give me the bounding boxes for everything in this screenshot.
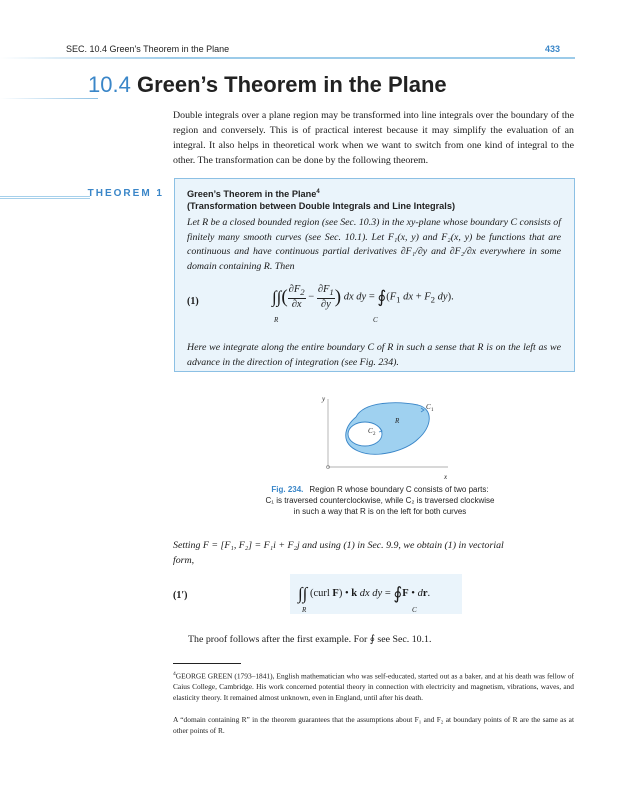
equation-1-contour-subscript: C	[373, 316, 378, 324]
running-header	[66, 44, 560, 54]
page-number: 433	[544, 44, 560, 54]
footnote-marker: 4	[316, 189, 320, 195]
section-title	[88, 72, 447, 98]
header-rule	[0, 57, 575, 59]
figure-caption-line-1: Region R whose boundary C consists of two parts:	[309, 485, 489, 494]
figure-caption-label: Fig. 234.	[271, 485, 304, 494]
figure-234	[320, 395, 450, 481]
equation-1: ∫∫( $\frac{\partial F_2}{\partial x}$ − $\frac{\partial F_1}{\partial y}$ ) dx dy = $∮(F_1$ dx + $F_2$ dy).	[272, 284, 454, 311]
equation-1-region-subscript: R	[274, 316, 279, 324]
fig-label-C1: C	[426, 403, 431, 411]
vector-form-text-b: form,	[173, 555, 195, 566]
theorem-orientation-note: Here we integrate along the entire boundary C of R in such a sense that R is on the left as we advance in the direction of integration (see Fig. 234).	[187, 342, 561, 368]
figure-caption-line-3: in such a way that R is on the left for both curves	[293, 507, 467, 516]
intro-paragraph: Double integrals over a plane region may be transformed into line integrals over the boundary of the region and conversely. This is of practical interest because it may simplify the evaluation of an integral. It also helps in theoretical work when we want to switch from one kind of integral to the other. The transformation can be done by the following theorem.	[173, 110, 574, 166]
fig-label-C2: C	[368, 427, 373, 435]
equation-1-prime-region-subscript: R	[302, 606, 307, 614]
footnote-green	[173, 669, 574, 703]
section-title-text: Green’s Theorem in the Plane	[136, 72, 447, 97]
theorem-heading	[187, 186, 455, 212]
fig-label-x: x	[444, 473, 448, 481]
title-rule	[0, 98, 98, 99]
vector-form-paragraph	[173, 538, 574, 568]
theorem-body: Let R be a closed bounded region (see Sec. 10.3) in the xy-plane whose boundary C consists of finitely many smooth curves (see Sec. 10.1). Let F₁(x, y) and F₂(x, y) be functions that are continuous and have continuous partial derivatives ∂F₁/∂y and ∂F₂/∂x everywhere in some domain containing R. Then	[187, 217, 561, 272]
fig-label-y: y	[322, 395, 326, 403]
theorem-label: THEOREM 1	[87, 188, 164, 199]
fig-label-C1-sub: 1	[431, 408, 434, 413]
vector-form-text-a: Setting F = [F₁, F₂] = F₁i + F₂j and using (1) in Sec. 9.9, we obtain (1) in vectorial	[173, 540, 504, 551]
footnote-domain-note: A “domain containing R” in the theorem guarantees that the assumptions about F₁ and F₂ at boundary points of R are the same as at other points of R.	[173, 715, 574, 735]
equation-1-prime-label: (1′)	[173, 590, 188, 601]
figure-caption	[230, 484, 530, 517]
theorem-subtitle: (Transformation between Double Integrals and Line Integrals)	[187, 201, 456, 212]
figure-caption-line-2: C₁ is traversed counterclockwise, while C₂ is traversed clockwise	[265, 496, 495, 505]
header-section-title: SEC. 10.4 Green's Theorem in the Plane	[66, 44, 230, 54]
theorem-title: Green’s Theorem in the Plane	[187, 189, 317, 200]
hole-C2	[348, 422, 382, 446]
footnote-green-text: GEORGE GREEN (1793–1841), English mathematician who was self-educated, started out as a baker, and at his death was fellow of Caius College, Cambridge. His work concerned potential theory in connection with electricity and magnetism, vibrations, waves, and elasticity theory. It remained almost unknown, even in England, until after his death.	[173, 671, 574, 703]
section-number: 10.4	[88, 72, 131, 97]
equation-1-prime: ∫∫ (curl F) • k dx dy = ∮F • dr.	[298, 584, 431, 603]
fig-label-C2-sub: 2	[373, 432, 376, 437]
fig-label-R: R	[395, 417, 400, 425]
equation-1-prime-contour-subscript: C	[412, 606, 417, 614]
equation-1-label: (1)	[187, 296, 199, 307]
footnote-number: 4	[173, 671, 176, 677]
proof-line: The proof follows after the first example. For ∮ see Sec. 10.1.	[188, 634, 432, 645]
footnote-rule	[173, 663, 241, 664]
